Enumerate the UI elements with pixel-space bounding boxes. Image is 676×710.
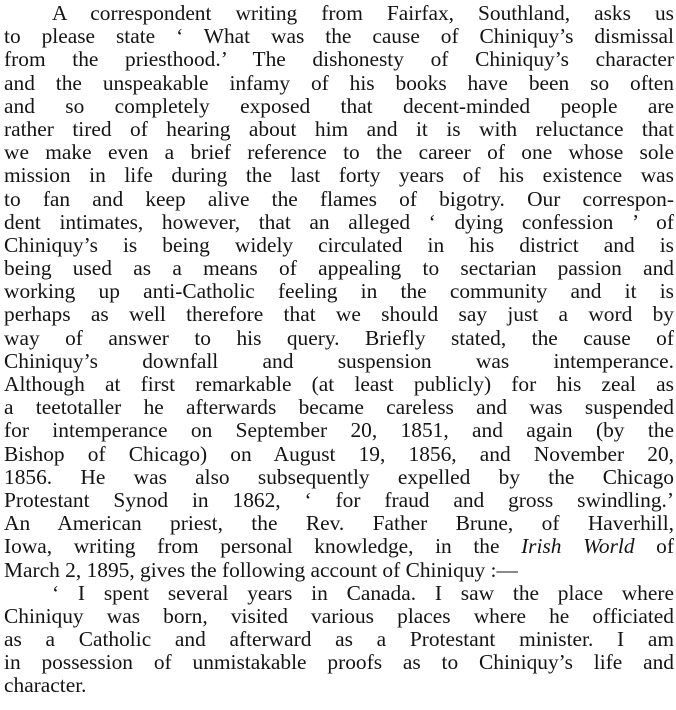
text-line: [4, 303, 674, 326]
text-line: [4, 211, 674, 234]
line-text: Chiniquy’s is being widely circulated in his district and is: [4, 232, 674, 257]
text-line: [4, 234, 674, 257]
line-text-after: of: [634, 534, 674, 559]
text-line: [4, 350, 674, 373]
text-line: [4, 2, 674, 25]
text-line: [4, 674, 674, 697]
line-text: and the unspeakable infamy of his books have been so often: [4, 70, 674, 95]
text-line: [4, 95, 674, 118]
text-line: [4, 419, 674, 442]
text-line: [4, 164, 674, 187]
line-text: being used as a means of appealing to sectarian passion and: [4, 256, 674, 281]
line-text: 1856. He was also subsequently expelled by the Chicago: [4, 464, 674, 489]
line-text: as a Catholic and afterward as a Protestant minister. I am: [4, 627, 674, 652]
line-text: working up anti-Catholic feeling in the community and it is: [4, 279, 674, 304]
line-text: A correspondent writing from Fairfax, Southland, asks us: [52, 1, 674, 25]
text-line: [4, 327, 674, 350]
text-line: [4, 25, 674, 48]
text-line: [4, 72, 674, 95]
line-text: Chiniquy was born, visited various places where he officiated: [4, 603, 674, 628]
text-line: [4, 651, 674, 674]
line-text: perhaps as well therefore that we should say just a word by: [4, 302, 674, 327]
text-line: [4, 188, 674, 211]
text-line: [4, 257, 674, 280]
text-line: [4, 443, 674, 466]
line-text: for intemperance on September 20, 1851, and again (by the: [4, 418, 674, 443]
text-line: [4, 512, 674, 535]
line-text: dent intimates, however, that an alleged ‘ dying confession ’ of: [4, 209, 674, 234]
line-text: and so completely exposed that decent-minded people are: [4, 93, 674, 118]
text-line: [4, 628, 674, 651]
line-text: in possession of unmistakable proofs as to Chiniquy’s life and: [4, 650, 674, 675]
line-text: character.: [4, 673, 87, 698]
text-line: [4, 605, 674, 628]
line-text: mission in life during the last forty years of his existence was: [4, 163, 674, 188]
paragraph-1: [4, 2, 674, 582]
text-line: [4, 373, 674, 396]
line-text: we make even a brief reference to the career of one whose sole: [4, 140, 674, 165]
line-text: from the priesthood.’ The dishonesty of Chiniquy’s character: [4, 47, 674, 72]
text-line: [4, 396, 674, 419]
line-text: An American priest, the Rev. Father Brune, of Haverhill,: [4, 511, 674, 536]
text-line: [4, 118, 674, 141]
line-text: Protestant Synod in 1862, ‘ for fraud and gross swindling.’: [4, 487, 674, 512]
line-text: to fan and keep alive the flames of bigotry. Our correspon-: [4, 186, 674, 211]
text-line: [4, 535, 674, 558]
text-line: [4, 280, 674, 303]
line-text: rather tired of hearing about him and it is with reluctance that: [4, 116, 674, 141]
line-text: March 2, 1895, gives the following account of Chiniquy :—: [4, 557, 518, 582]
publication-title: Irish World: [521, 534, 635, 559]
text-line: [4, 48, 674, 71]
text-line: [4, 582, 674, 605]
line-text: to please state ‘ What was the cause of Chiniquy’s dismissal: [4, 24, 674, 49]
line-text: way of answer to his query. Briefly stated, the cause of: [4, 325, 674, 350]
paragraph-2: [4, 582, 674, 698]
text-line: [4, 466, 674, 489]
line-text: Although at first remarkable (at least publicly) for his zeal as: [4, 372, 674, 396]
line-text: ‘ I spent several years in Canada. I saw the place where: [52, 580, 674, 605]
line-text: a teetotaller he afterwards became careless and was suspended: [4, 395, 674, 420]
line-text: Iowa, writing from personal knowledge, in the: [4, 534, 522, 559]
line-text: Bishop of Chicago) on August 19, 1856, and November 20,: [4, 441, 674, 466]
text-line: [4, 559, 674, 582]
text-line: [4, 141, 674, 164]
document-page: [4, 2, 674, 698]
text-line: [4, 489, 674, 512]
line-text: Chiniquy’s downfall and suspension was intemperance.: [4, 348, 674, 373]
